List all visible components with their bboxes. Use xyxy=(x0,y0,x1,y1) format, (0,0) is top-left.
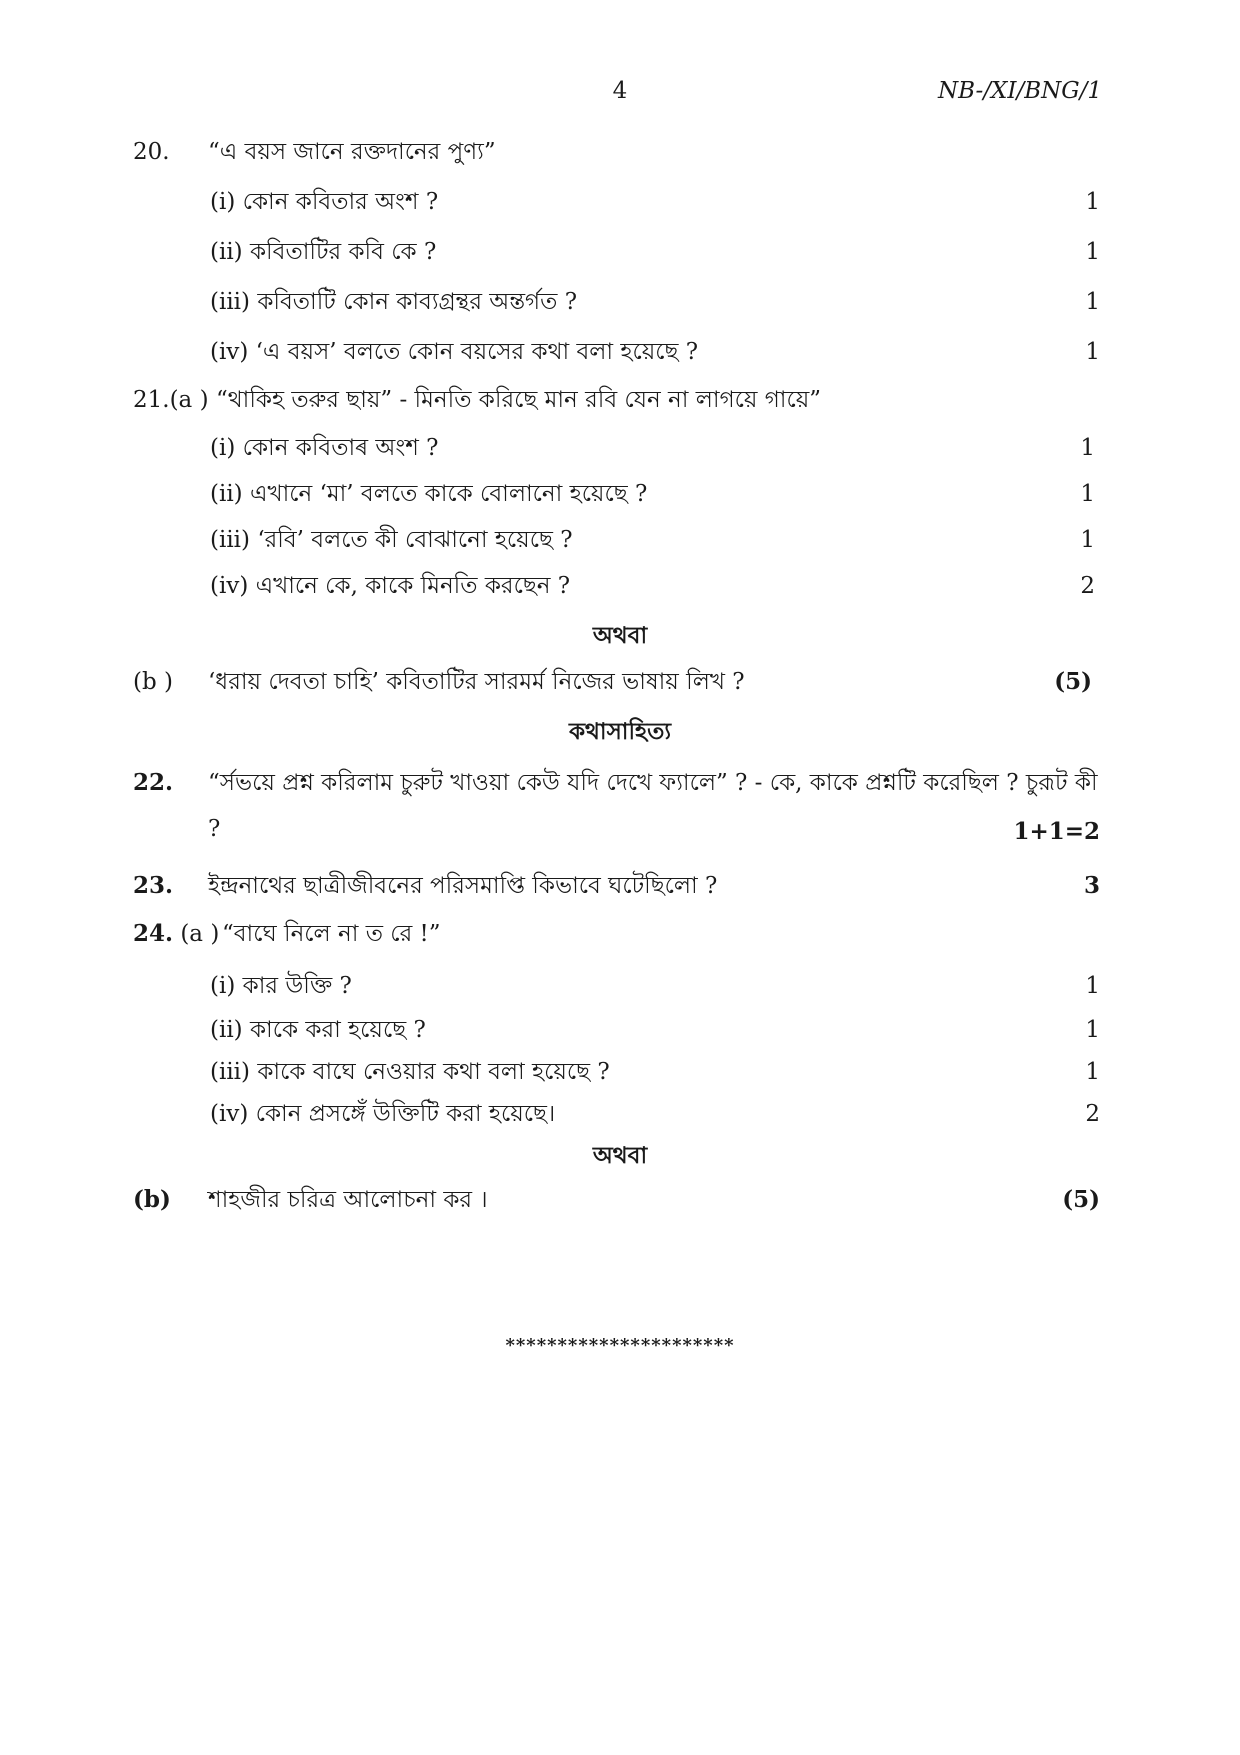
mark: 2 xyxy=(1080,573,1095,599)
or-label: অথবা xyxy=(592,1142,648,1169)
question-text: “র্সভয়ে প্রশ্ন করিলাম চুরুট খাওয়া কেউ যদি দেখে ফ্যালে” ? - কে, কাকে প্রশ্নটি করেছিল ? চুরূট কী ? xyxy=(208,770,1098,842)
question-23 xyxy=(0,866,1240,906)
mark: 2 xyxy=(1085,1101,1100,1127)
mark: 1 xyxy=(1085,1059,1100,1085)
question-number: 23. xyxy=(133,872,174,899)
section-title: কথাসাহিত্য xyxy=(568,718,672,745)
question-number: (b) xyxy=(133,1186,171,1213)
sub-question xyxy=(0,1010,1240,1050)
mark: 1 xyxy=(1085,973,1100,999)
question-text: ‘ধরায় দেবতা চাহি’ কবিতাটির সারমর্ম নিজের ভাষায় লিখ ? xyxy=(208,669,745,695)
sub-question xyxy=(0,282,1240,322)
sub-question-label: (i) কার উক্তি ? xyxy=(210,973,352,999)
sub-question xyxy=(0,428,1240,468)
question-number: 21.(a ) xyxy=(133,387,209,413)
sub-question-label: (iv) ‘এ বয়স’ বলতে কোন বয়সের কথা বলা হয়েছে ? xyxy=(210,339,699,365)
question-number: (b ) xyxy=(133,669,173,695)
sub-question-label: (i) কোন কবিতার অংশ ? xyxy=(210,189,439,215)
question-21 xyxy=(0,380,1240,420)
mark: (5) xyxy=(1062,1186,1100,1213)
sub-question xyxy=(0,332,1240,372)
mark: 1 xyxy=(1080,481,1095,507)
sub-question xyxy=(0,232,1240,272)
sub-question xyxy=(0,182,1240,222)
mark: 3 xyxy=(1083,872,1100,899)
paper-code: NB-/XI/BNG/1 xyxy=(938,78,1102,104)
sub-question-label: (iv) কোন প্রসঙ্গেঁ উক্তিটি করা হয়েছে। xyxy=(210,1101,556,1127)
question-24b xyxy=(0,1180,1240,1220)
sub-question-label: (i) কোন কবিতাৰ অংশ ? xyxy=(210,435,439,461)
sub-question xyxy=(0,1094,1240,1134)
end-of-paper-stars: ********************** xyxy=(505,1335,735,1356)
mark: 1 xyxy=(1085,339,1100,365)
or-divider xyxy=(0,616,1240,656)
question-text: ইন্দ্রনাথের ছাত্রীজীবনের পরিসমাপ্তি কিভাবে ঘটেছিলো ? xyxy=(208,873,718,899)
mark: 1+1=2 xyxy=(1013,818,1100,845)
mark: (5) xyxy=(1054,668,1092,695)
sub-question-label: (iv) এখানে কে, কাকে মিনতি করছেন ? xyxy=(210,573,571,599)
question-number xyxy=(133,914,219,954)
mark: 1 xyxy=(1085,239,1100,265)
sub-question xyxy=(0,520,1240,560)
question-21b xyxy=(0,662,1240,702)
question-number-bold: 24. xyxy=(133,920,174,947)
mark: 1 xyxy=(1085,1017,1100,1043)
question-text: “বাঘে নিলে না ত রে !” xyxy=(222,921,441,947)
sub-question-label: (iii) কবিতাটি কোন কাব্যগ্রন্থর অন্তর্গত ? xyxy=(210,289,578,315)
mark: 1 xyxy=(1080,527,1095,553)
or-label: অথবা xyxy=(592,622,648,649)
or-divider xyxy=(0,1136,1240,1176)
mark: 1 xyxy=(1085,289,1100,315)
question-number: 22. xyxy=(133,769,174,796)
sub-question xyxy=(0,1052,1240,1092)
question-text: শাহজীর চরিত্র আলোচনা কর । xyxy=(208,1187,488,1213)
sub-question xyxy=(0,566,1240,606)
sub-question xyxy=(0,474,1240,514)
question-22 xyxy=(0,760,1240,860)
sub-question-label: (iii) কাকে বাঘে নেওয়ার কথা বলা হয়েছে ? xyxy=(210,1059,610,1085)
sub-question-label: (iii) ‘রবি’ বলতে কী বোঝানো হয়েছে ? xyxy=(210,527,573,553)
page-number: 4 xyxy=(612,78,628,104)
question-text: “থাকিহ তরুর ছায়” - মিনতি করিছে মান রবি যেন না লাগয়ে গায়ে” xyxy=(216,387,822,413)
sub-question-label: (ii) কাকে করা হয়েছে ? xyxy=(210,1017,426,1043)
question-number: 20. xyxy=(133,139,170,165)
question-text: “এ বয়স জানে রক্তদানের পুণ্য” xyxy=(208,139,496,165)
question-24 xyxy=(0,914,1240,954)
mark: 1 xyxy=(1080,435,1095,461)
mark: 1 xyxy=(1085,189,1100,215)
sub-question-label: (ii) এখানে ‘মা’ বলতে কাকে বোলানো হয়েছে ? xyxy=(210,481,648,507)
sub-question-label: (ii) কবিতাটির কবি কে ? xyxy=(210,239,437,265)
section-heading xyxy=(0,712,1240,752)
question-20 xyxy=(0,132,1240,172)
question-part: (a ) xyxy=(173,921,220,947)
sub-question xyxy=(0,966,1240,1006)
